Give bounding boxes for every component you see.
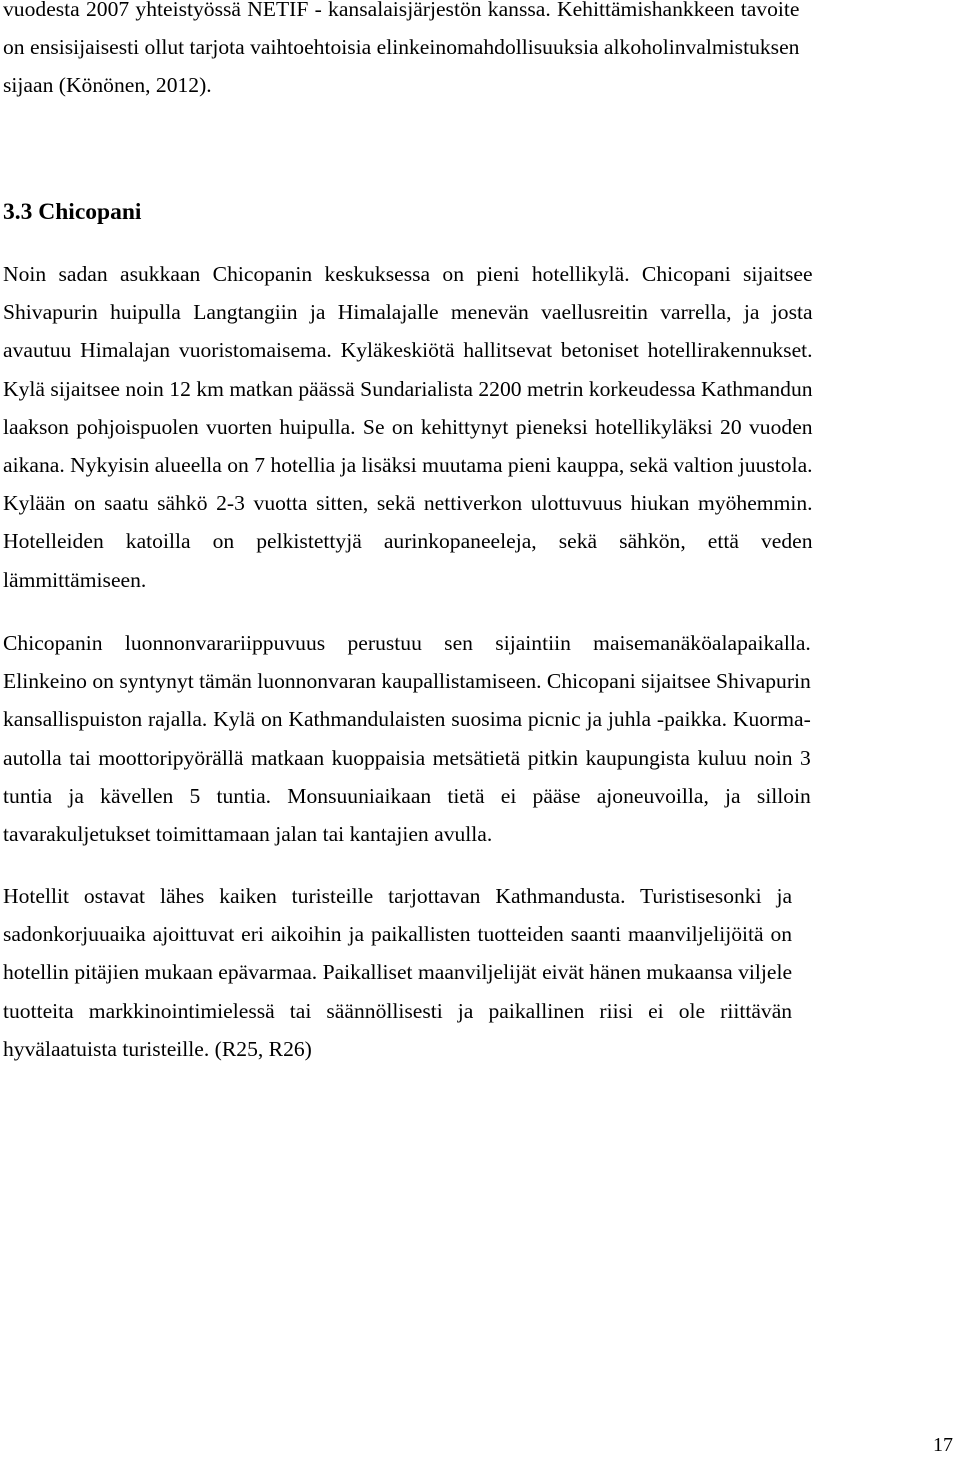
text-line: Kylä sijaitsee noin 12 km matkan päässä Sundarialista 2200 metrin korkeudessa Kathmandun <box>3 376 813 401</box>
text-line: Hotelleiden katoilla on pelkistettyjä aurinkopaneeleja, sekä sähkön, että veden <box>3 529 813 554</box>
text-line: tavarakuljetukset toimittamaan jalan tai kantajien avulla. <box>3 822 493 847</box>
text-line: Noin sadan asukkaan Chicopanin keskuksessa on pieni hotellikylä. Chicopani sijaitsee <box>3 262 813 286</box>
text-line: autolla tai moottoripyörällä matkaan kuoppaisia metsätietä pitkin kaupungista kuluu noin 3 <box>3 745 811 770</box>
text-line: hyvälaatuista turisteille. (R25, R26) <box>3 1036 312 1061</box>
text-line: Elinkeino on syntynyt tämän luonnonvaran kaupallistamiseen. Chicopani sijaitsee Shivapurin <box>3 669 811 694</box>
body-paragraph <box>3 255 813 599</box>
text-line: on ensisijaisesti ollut tarjota vaihtoehtoisia elinkeinomahdollisuuksia alkoholinvalmistuksen <box>3 35 800 60</box>
text-line: vuodesta 2007 yhteistyössä NETIF - kansalaisjärjestön kanssa. Kehittämishankkeen tavoite <box>3 0 800 21</box>
text-line: tuntia ja kävellen 5 tuntia. Monsuuniaikaan tietä ei pääse ajoneuvoilla, ja silloin <box>3 783 811 808</box>
text-line: sijaan (Könönen, 2012). <box>3 73 212 98</box>
body-paragraph <box>3 624 811 853</box>
text-line: Hotellit ostavat lähes kaiken turisteille tarjottavan Kathmandusta. Turistisesonki ja <box>3 884 793 908</box>
text-line: kansallispuiston rajalla. Kylä on Kathmandulaisten suosima picnic ja juhla -paikka. Kuorma- <box>3 707 811 732</box>
text-line: aikana. Nykyisin alueella on 7 hotellia ja lisäksi muutama pieni kauppa, sekä valtion juustola. <box>3 453 813 478</box>
text-line: lämmittämiseen. <box>3 567 147 592</box>
intro-paragraph <box>3 0 799 105</box>
section-heading: 3.3 Chicopani <box>3 199 142 225</box>
text-line: Shivapurin huipulla Langtangiin ja Himalajalle menevän vaellusreitin varrella, ja josta <box>3 300 813 325</box>
text-line: tuotteita markkinointimielessä tai säännöllisesti ja paikallinen riisi ei ole riittävän <box>3 998 793 1023</box>
body-paragraph <box>3 877 792 1068</box>
text-line: laakson pohjoispuolen vuorten huipulla. Se on kehittynyt pieneksi hotellikyläksi 20 vuoden <box>3 414 813 439</box>
text-line: hotellin pitäjien mukaan epävarmaa. Paikalliset maanviljelijät eivät hänen mukaansa viljele <box>3 960 793 985</box>
text-line: Chicopanin luonnonvarariippuvuus perustuu sen sijaintiin maisemanäköalapaikalla. <box>3 631 811 655</box>
text-line: Kylään on saatu sähkö 2-3 vuotta sitten, sekä nettiverkon ulottuvuus hiukan myöhemmin. <box>3 491 813 516</box>
text-line: avautuu Himalajan vuoristomaisema. Kyläkeskiötä hallitsevat betoniset hotellirakennukset. <box>3 338 813 363</box>
text-line: sadonkorjuuaika ajoittuvat eri aikoihin ja paikallisten tuotteiden saanti maanviljelijöitä on <box>3 922 793 947</box>
page-number: 17 <box>933 1434 953 1456</box>
